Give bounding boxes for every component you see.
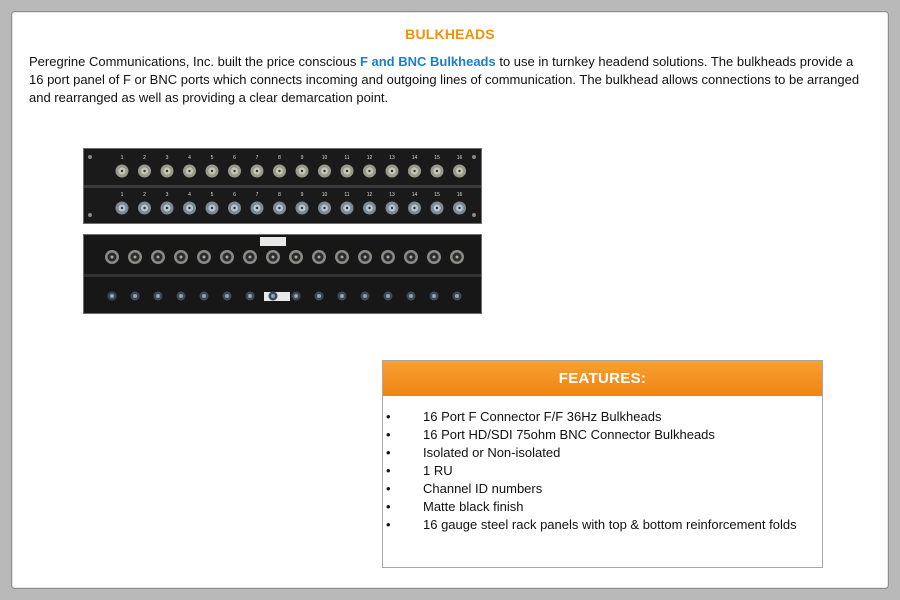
port-number-label: 6	[233, 155, 236, 161]
bnc-rear-jack-center	[409, 294, 413, 298]
intro-paragraph	[29, 53, 869, 107]
port-number-label: 1	[120, 192, 124, 198]
port-number-label: 8	[278, 155, 281, 161]
bnc-rear-jack-center	[271, 294, 275, 298]
bnc-rear-jack-center	[156, 294, 160, 298]
port-number-label: 13	[389, 192, 395, 198]
port-number-label: 4	[188, 155, 191, 161]
rack-hole-icon	[472, 213, 476, 217]
intro-text-before: Peregrine Communications, Inc. built the price conscious	[29, 54, 360, 69]
rack-hole-icon	[472, 155, 476, 159]
bnc-connector-pin	[272, 256, 275, 259]
bnc-rear-jack-center	[110, 294, 114, 298]
bnc-connector-pin	[226, 256, 229, 259]
bullet-icon: •	[386, 427, 391, 442]
port-number-label: 11	[344, 155, 350, 161]
bnc-rear-jack-center	[317, 294, 321, 298]
bnc-connector-pin	[203, 256, 206, 259]
bnc-connector-pin	[341, 256, 344, 259]
port-number-label: 10	[321, 192, 328, 198]
feature-text: 1 RU	[423, 463, 453, 478]
feature-item	[383, 480, 822, 498]
panel-label-sticker	[260, 237, 286, 246]
port-number-label: 9	[300, 192, 304, 198]
f-connector-pin	[436, 170, 438, 172]
port-number-label: 12	[366, 155, 373, 161]
bnc-connector-pin	[364, 256, 367, 259]
f-connector-pin	[391, 170, 393, 172]
port-number-label: 10	[321, 155, 328, 161]
f-connector-pin	[413, 207, 415, 209]
bnc-rear-jack-center	[248, 294, 252, 298]
page-title: BULKHEADS	[405, 26, 495, 42]
feature-item	[383, 498, 822, 516]
port-number-label: 5	[210, 192, 214, 198]
feature-item	[383, 426, 822, 444]
port-number-label: 14	[411, 192, 418, 198]
features-box	[382, 360, 823, 568]
feature-item	[383, 462, 822, 480]
port-number-label: 3	[165, 192, 169, 198]
f-connector-pin	[391, 207, 393, 209]
bnc-rear-jack-center	[363, 294, 367, 298]
content-frame	[11, 11, 889, 589]
f-connector-pin	[346, 170, 348, 172]
f-connector-pin	[278, 170, 280, 172]
bnc-rear-jack-center	[340, 294, 344, 298]
port-number-label: 4	[188, 192, 191, 198]
f-connector-pin	[256, 207, 258, 209]
port-number-label: 7	[255, 192, 259, 198]
f-connector-pin	[256, 170, 258, 172]
port-number-label: 6	[233, 192, 236, 198]
port-number-label: 15	[434, 192, 440, 198]
bnc-connector-pin	[134, 256, 137, 259]
f-connector-pin	[368, 170, 370, 172]
bnc-rear-jack-center	[432, 294, 436, 298]
f-connector-pin	[368, 207, 370, 209]
port-number-label: 13	[389, 155, 395, 161]
f-connector-pin	[458, 207, 460, 209]
panel-divider	[84, 185, 481, 188]
f-connector-pin	[121, 207, 123, 209]
bnc-connector-pin	[180, 256, 183, 259]
f-bulkhead-photo	[83, 148, 482, 224]
port-number-label: 9	[300, 155, 304, 161]
bullet-icon: •	[386, 463, 391, 478]
f-connector-pin	[143, 170, 145, 172]
feature-text: 16 Port HD/SDI 75ohm BNC Connector Bulkheads	[423, 427, 715, 442]
f-connector-pin	[233, 207, 235, 209]
f-connector-pin	[413, 170, 415, 172]
f-connector-pin	[188, 170, 190, 172]
feature-text: Matte black finish	[423, 499, 524, 514]
bnc-connector-pin	[157, 256, 160, 259]
f-connector-pin	[323, 207, 325, 209]
port-number-label: 1	[120, 155, 124, 161]
f-connector-pin	[436, 207, 438, 209]
f-connector-pin	[346, 207, 348, 209]
feature-item	[383, 516, 822, 534]
panel-divider	[84, 274, 481, 277]
f-connector-pin	[278, 207, 280, 209]
feature-text: Channel ID numbers	[423, 481, 543, 496]
port-number-label: 14	[411, 155, 418, 161]
f-connector-pin	[323, 170, 325, 172]
f-connector-pin	[143, 207, 145, 209]
bnc-connector-pin	[318, 256, 321, 259]
bnc-connector-pin	[295, 256, 298, 259]
feature-item	[383, 408, 822, 426]
port-number-label: 2	[143, 155, 146, 161]
f-connector-pin	[121, 170, 123, 172]
features-list	[383, 408, 822, 534]
f-connector-pin	[301, 207, 303, 209]
f-connector-pin	[301, 170, 303, 172]
bnc-bulkhead-panel-graphic	[84, 235, 481, 313]
rack-hole-icon	[88, 155, 92, 159]
bnc-connector-pin	[111, 256, 114, 259]
bnc-connector-pin	[410, 256, 413, 259]
f-connector-pin	[211, 170, 213, 172]
bnc-connector-pin	[456, 256, 459, 259]
bulkheads-link[interactable]: F and BNC Bulkheads	[359, 54, 496, 69]
bnc-rear-jack-center	[133, 294, 137, 298]
port-number-label: 5	[210, 155, 214, 161]
feature-text: 16 Port F Connector F/F 36Hz Bulkheads	[423, 409, 662, 424]
bnc-rear-jack-center	[455, 294, 459, 298]
port-number-label: 16	[456, 155, 463, 161]
feature-item	[383, 444, 822, 462]
bullet-icon: •	[386, 517, 391, 532]
bnc-connector-pin	[433, 256, 436, 259]
rack-hole-icon	[88, 213, 92, 217]
bnc-rear-jack-center	[202, 294, 206, 298]
features-header: FEATURES:	[383, 361, 822, 396]
bnc-rear-jack-center	[225, 294, 229, 298]
port-number-label: 15	[434, 155, 440, 161]
f-connector-pin	[458, 170, 460, 172]
bullet-icon: •	[386, 409, 391, 424]
f-connector-pin	[233, 170, 235, 172]
port-number-label: 3	[165, 155, 169, 161]
bnc-rear-jack-center	[179, 294, 183, 298]
bnc-connector-pin	[387, 256, 390, 259]
bullet-icon: •	[386, 481, 391, 496]
bullet-icon: •	[386, 499, 391, 514]
f-connector-pin	[188, 207, 190, 209]
bnc-connector-pin	[249, 256, 252, 259]
port-number-label: 2	[143, 192, 146, 198]
port-number-label: 7	[255, 155, 259, 161]
port-number-label: 12	[366, 192, 373, 198]
bnc-rear-jack-center	[386, 294, 390, 298]
f-bulkhead-panel-graphic	[84, 149, 481, 223]
feature-text: 16 gauge steel rack panels with top & bottom reinforcement folds	[423, 517, 797, 532]
feature-text: Isolated or Non-isolated	[423, 445, 561, 460]
bnc-bulkhead-photo	[83, 234, 482, 314]
port-number-label: 16	[456, 192, 463, 198]
bullet-icon: •	[386, 445, 391, 460]
port-number-label: 8	[278, 192, 281, 198]
f-connector-pin	[166, 207, 168, 209]
port-number-label: 11	[344, 192, 350, 198]
f-connector-pin	[166, 170, 168, 172]
bnc-rear-jack-center	[294, 294, 298, 298]
intro-text-after: to use in turnkey headend solutions. The bulkheads provide a 16 port panel of F or BNC ports which connects incoming and outgoing lines of communication. The bulkhead allows connections to be arranged and rearranged as well as providing a clear demarcation point.	[29, 54, 860, 105]
f-connector-pin	[211, 207, 213, 209]
